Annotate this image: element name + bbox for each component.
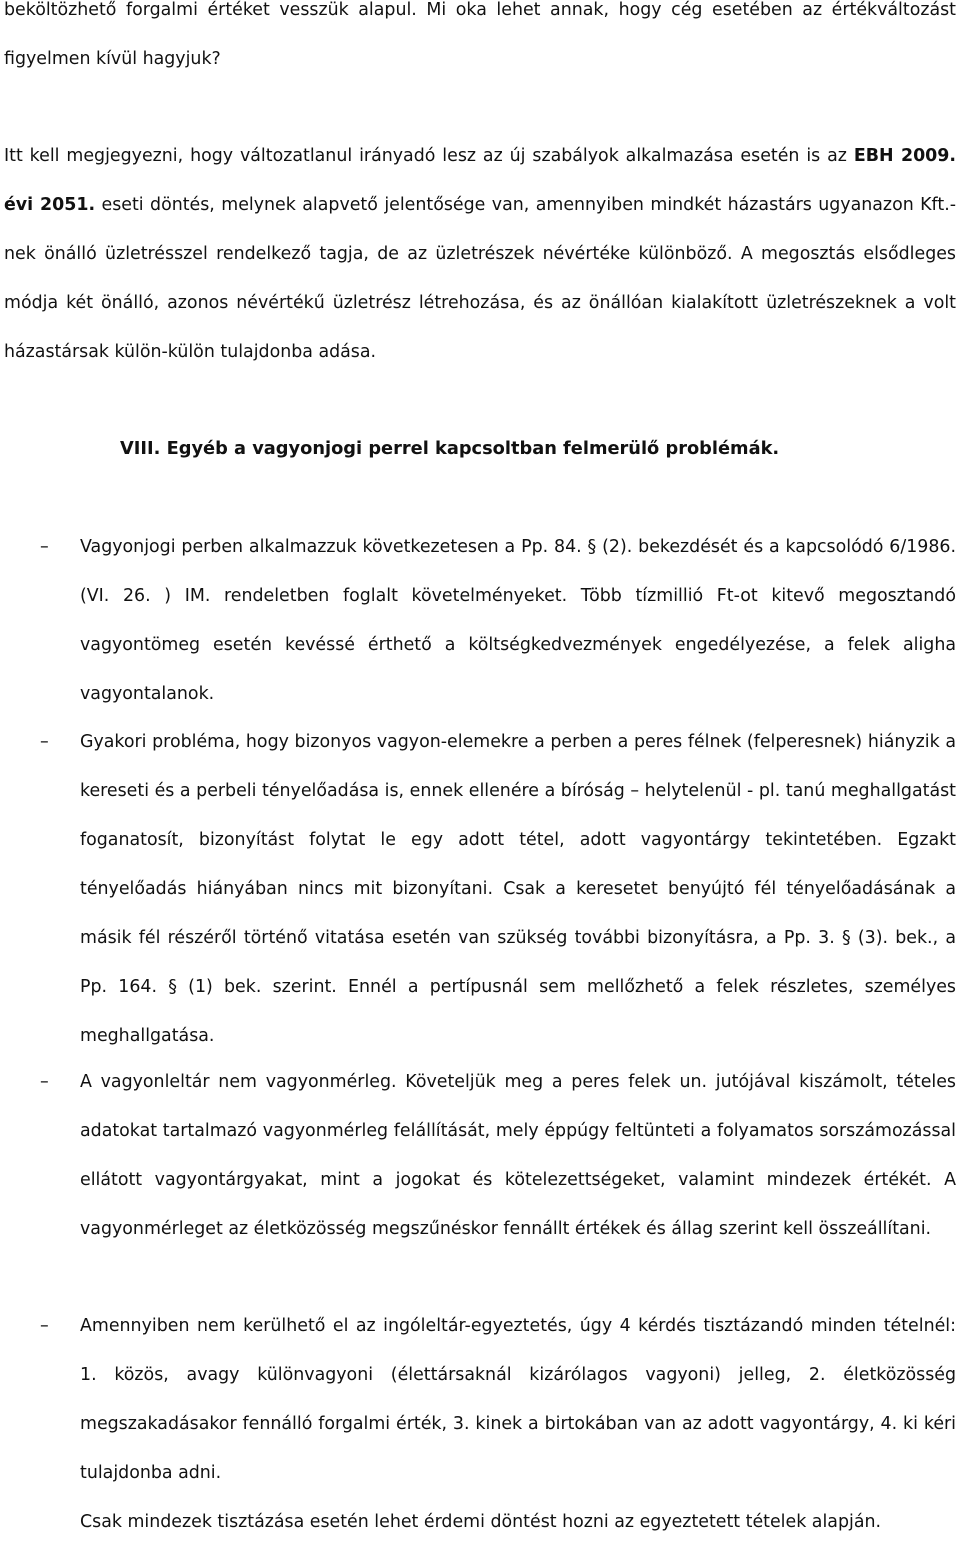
bullet-marker: –: [40, 732, 49, 752]
list-item: Amennyiben nem kerülhető el az ingóleltár-egyeztetés, úgy 4 kérdés tisztázandó minden tételnél: 1. közös, avagy különvagyoni (élettársaknál kizárólagos vagyoni) jelleg, 2. életközösség megszakadásakor fennálló forgalmi érték, 3. kinek a birtokában van az adott vagyontárgy, 4. ki kéri tulajdonba adni.: [80, 1316, 956, 1483]
section-heading: [120, 437, 779, 461]
intro-paragraph: beköltözhető forgalmi értéket vesszük alapul. Mi oka lehet annak, hogy cég esetében az értékváltozást figyelmen kívül hagyjuk?: [4, 0, 956, 69]
bullet-marker: –: [40, 537, 49, 557]
ebh-paragraph-text-2: eseti döntés, melynek alapvető jelentősége van, amennyiben mindkét házastárs ugyanazon Kft.-nek önálló üzletrésszel rendelkező tagja, de az üzletrészek névértéke különböző. A megosztás elsődleges módja két önálló, azonos névértékű üzletrész létrehozása, és az önállóan kialakított üzletrészeknek a volt házastársak külön-külön tulajdonba adása.: [4, 195, 956, 362]
closing-line: Csak mindezek tisztázása esetén lehet érdemi döntést hozni az egyeztetett tételek alapján.: [80, 1512, 882, 1532]
ebh-reference: EBH 2009. évi 2051.: [4, 146, 956, 215]
list-item: Gyakori probléma, hogy bizonyos vagyon-elemekre a perben a peres félnek (felperesnek) hiányzik a kereseti és a perbeli tényelőadása is, ennek ellenére a bíróság – helytelenül - pl. tanú meghallgatást foganatosít, bizonyítást folytat le egy adott tétel, adott vagyontárgy tekintetében. Egzakt tényelőadás hiányában nincs mit bizonyítani. Csak a keresetet benyújtó fél tényelőadásának a másik fél részéről történő vitatása esetén van szükség további bizonyításra, a Pp. 3. § (3). bek., a Pp. 164. § (1) bek. szerint. Ennél a pertípusnál sem mellőzhető a felek részletes, személyes meghallgatása.: [80, 732, 956, 1046]
ebh-paragraph: [4, 132, 956, 377]
bullet-marker: –: [40, 1316, 49, 1336]
ebh-paragraph-text-1: Itt kell megjegyezni, hogy változatlanul irányadó lesz az új szabályok alkalmazása esetén is az: [4, 146, 854, 166]
list-item: A vagyonleltár nem vagyonmérleg. Követeljük meg a peres felek un. jutójával kiszámolt, tételes adatokat tartalmazó vagyonmérleg felállítását, mely éppúgy feltünteti a folyamatos sorszámozással ellátott vagyontárgyakat, mint a jogokat és kötelezettségeket, valamint mindezek értékét. A vagyonmérleget az életközösség megszűnéskor fennállt értékek és állag szerint kell összeállítani.: [80, 1072, 956, 1239]
bullet-marker: –: [40, 1072, 49, 1092]
list-item: Vagyonjogi perben alkalmazzuk következetesen a Pp. 84. § (2). bekezdését és a kapcsolódó 6/1986. (VI. 26. ) IM. rendeletben foglalt követelményeket. Több tízmillió Ft-ot kitevő megosztandó vagyontömeg esetén kevéssé érthető a költségkedvezmények engedélyezése, a felek aligha vagyontalanok.: [80, 537, 956, 704]
section-number: VIII.: [120, 438, 161, 459]
section-title: Egyéb a vagyonjogi perrel kapcsoltban felmerülő problémák.: [166, 438, 780, 459]
